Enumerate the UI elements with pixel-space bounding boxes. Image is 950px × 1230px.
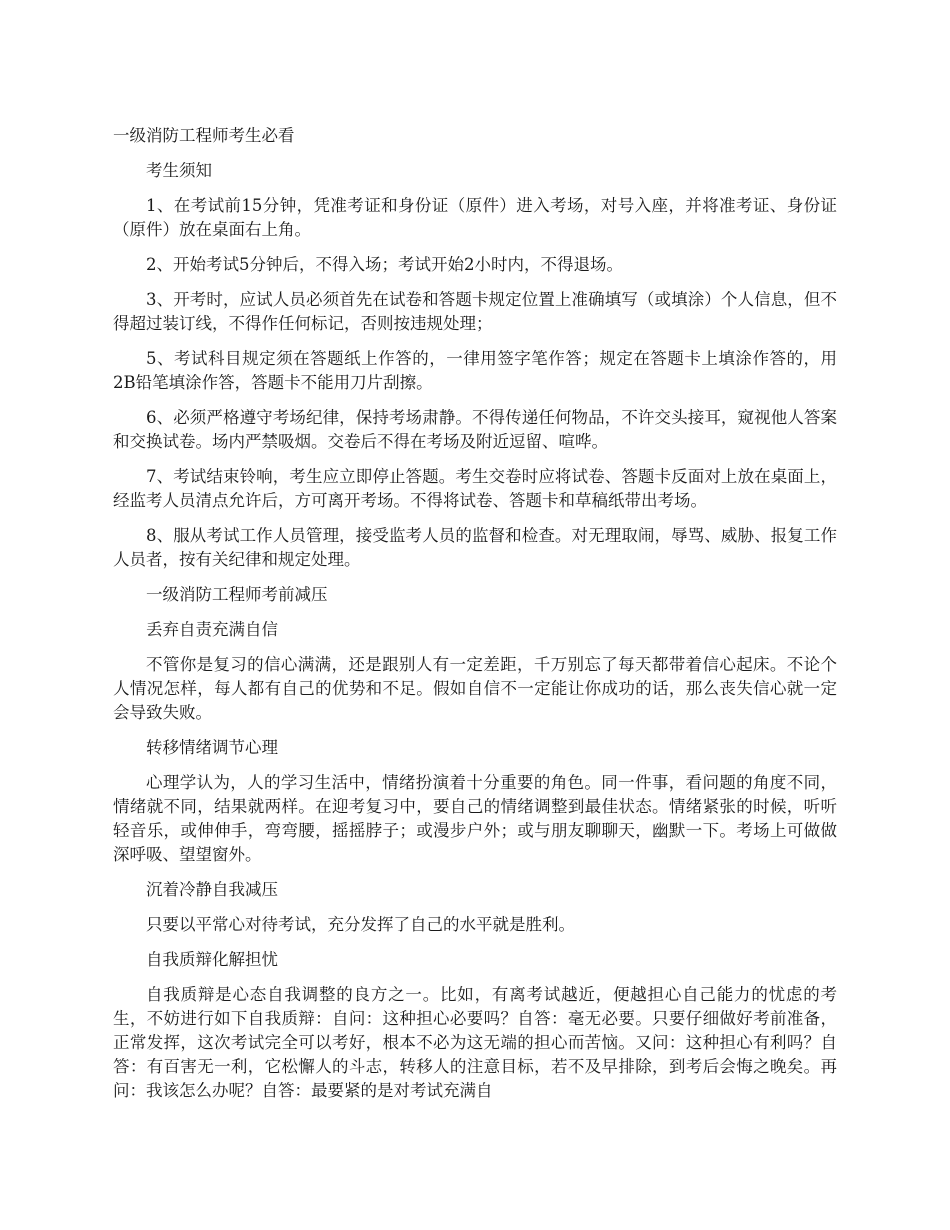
body-paragraph: 5、考试科目规定须在答题纸上作答的，一律用签字笔作答；规定在答题卡上填涂作答的，用2B铅笔填涂作答，答题卡不能用刀片刮擦。 (113, 349, 837, 392)
section-heading: 一级消防工程师考前减压 (146, 585, 328, 604)
document-body (113, 159, 837, 1103)
body-paragraph: 心理学认为，人的学习生活中，情绪扮演着十分重要的角色。同一件事，看问题的角度不同，情绪就不同，结果就两样。在迎考复习中，要自己的情绪调整到最佳状态。情绪紧张的时候，听听轻音乐，或伸伸手，弯弯腰，摇摇脖子；或漫步户外；或与朋友聊聊天，幽默一下。考场上可做做深呼吸、望望窗外。 (113, 773, 837, 864)
body-paragraph: 6、必须严格遵守考场纪律，保持考场肃静。不得传递任何物品，不许交头接耳，窥视他人答案和交换试卷。场内严禁吸烟。交卷后不得在考场及附近逗留、喧哗。 (113, 408, 837, 451)
body-paragraph: 3、开考时，应试人员必须首先在试卷和答题卡规定位置上准确填写（或填涂）个人信息，但不得超过装订线，不得作任何标记，否则按违规处理； (113, 290, 837, 333)
body-paragraph: 只要以平常心对待考试，充分发挥了自己的水平就是胜利。 (146, 915, 575, 934)
section-heading: 丢弃自责充满自信 (146, 620, 278, 639)
section-heading: 转移情绪调节心理 (146, 738, 278, 757)
body-paragraph: 2、开始考试5分钟后，不得入场；考试开始2小时内，不得退场。 (146, 255, 623, 274)
section-heading: 自我质辩化解担忧 (146, 950, 278, 969)
body-paragraph: 8、服从考试工作人员管理，接受监考人员的监督和检查。对无理取闹，辱骂、威胁、报复工作人员者，按有关纪律和规定处理。 (113, 526, 837, 569)
body-paragraph: 7、考试结束铃响，考生应立即停止答题。考生交卷时应将试卷、答题卡反面对上放在桌面上，经监考人员清点允许后，方可离开考场。不得将试卷、答题卡和草稿纸带出考场。 (113, 467, 837, 510)
section-heading: 考生须知 (146, 161, 212, 180)
document-page (113, 124, 837, 1114)
body-paragraph: 不管你是复习的信心满满，还是跟别人有一定差距，千万别忘了每天都带着信心起床。不论个人情况怎样，每人都有自己的优势和不足。假如自信不一定能让你成功的话，那么丧失信心就一定会导致失败。 (113, 655, 837, 722)
section-heading: 沉着冷静自我减压 (146, 880, 278, 899)
body-paragraph: 自我质辩是心态自我调整的良方之一。比如，有离考试越近，便越担心自己能力的忧虑的考生，不妨进行如下自我质辩：自问：这种担心必要吗？自答：毫无必要。只要仔细做好考前准备，正常发挥，这次考试完全可以考好，根本不必为这无端的担心而苦恼。又问：这种担心有利吗？自答：有百害无一利，它松懈人的斗志，转移人的注意目标，若不及早排除，到考后会悔之晚矣。再问：我该怎么办呢？自答：最要紧的是对考试充满自 (113, 985, 837, 1100)
body-paragraph: 1、在考试前15分钟，凭准考证和身份证（原件）进入考场，对号入座，并将准考证、身份证（原件）放在桌面右上角。 (113, 196, 837, 239)
document-title: 一级消防工程师考生必看 (113, 126, 295, 145)
